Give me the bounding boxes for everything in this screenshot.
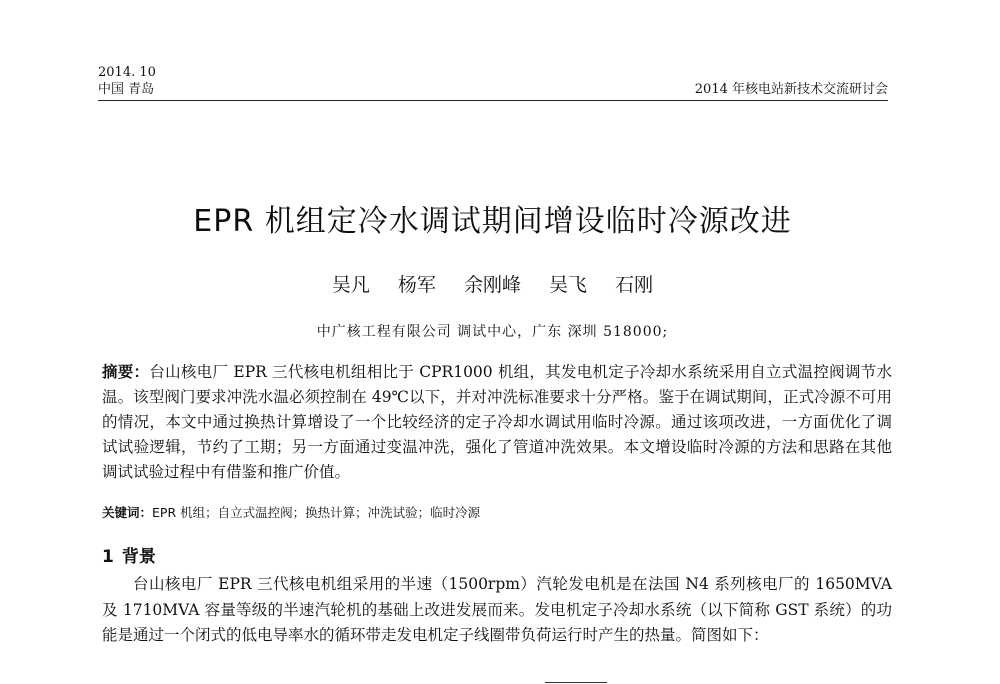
abstract-label: 摘要： [102,363,150,381]
figure-edge [545,682,607,683]
keywords [102,504,892,522]
running-header-left [98,64,156,98]
author: 余刚峰 [463,274,521,296]
header-rule [98,100,888,101]
header-date: 2014. 10 [98,65,156,80]
author: 杨军 [397,274,436,296]
abstract-text: 台山核电厂 EPR 三代核电机组相比于 CPR1000 机组，其发电机定子冷却水系统采用自立式温控阀调节水温。该型阀门要求冲洗水温必须控制在 49℃以下，并对冲洗标准要求十分严格。鉴于在调试期间，正式冷源不可用的情况，本文中通过换热计算增设了一个比较经济的定子冷却水调试用临时冷源。通过该项改进，一方面优化了调试试验逻辑，节约了工期；另一方面通过变温冲洗，强化了管道冲洗效果。本文增设临时冷源的方法和思路在其他调试试验过程中有借鉴和推广价值。 [102,363,892,481]
section-title: 背景 [121,547,156,567]
keywords-label: 关键词： [102,505,153,520]
section-body: 台山核电厂 EPR 三代核电机组采用的半速（1500rpm）汽轮发电机是在法国 N4 系列核电厂的 1650MVA 及 1710MVA 容量等级的半速汽轮机的基础上改进发展而来。发电机定子冷却水系统（以下简称 GST 系统）的功能是通过一个闭式的低电导率水的循环带走发电机定子线圈带负荷运行时产生的热量。简图如下： [102,575,892,644]
abstract [102,360,892,485]
header-conference: 2014 年核电站新技术交流研讨会 [694,82,888,97]
section-number: 1 [102,547,114,567]
affiliation: 中广核工程有限公司 调试中心，广东 深圳 518000; [316,324,669,340]
keywords-text: EPR 机组；自立式温控阀；换热计算；冲洗试验；临时冷源 [152,505,481,520]
paper-title: EPR 机组定冷水调试期间增设临时冷源改进 [193,204,792,239]
author: 吴飞 [549,274,588,296]
section-heading [102,546,156,568]
header-location: 中国 青岛 [98,82,155,97]
author-list [0,272,985,298]
author: 石刚 [615,274,654,296]
author: 吴凡 [331,274,370,296]
